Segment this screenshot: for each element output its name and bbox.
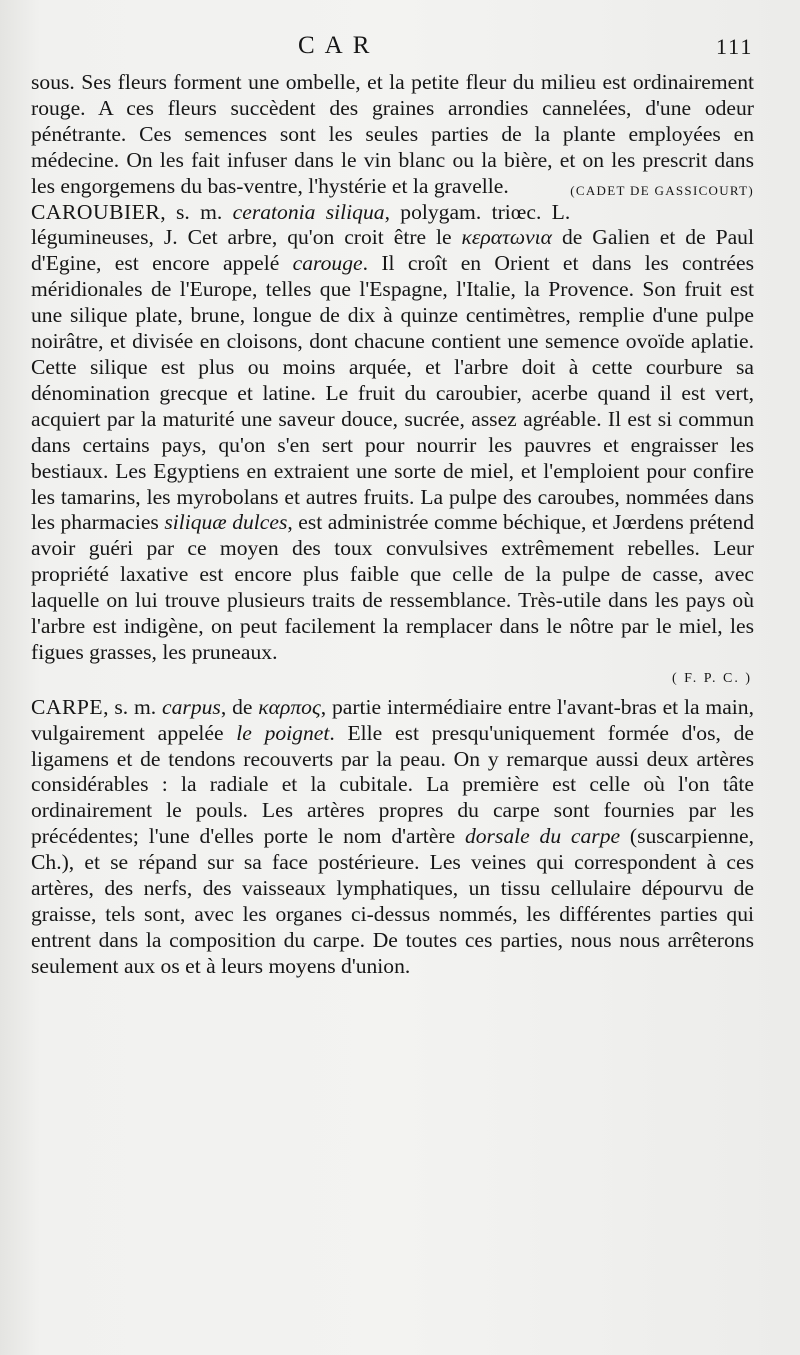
entry-text: , partie intermédiaire entre l'avant-bras et la main, vulgairement appelée [31,694,755,745]
body-text [31,70,754,980]
attribution: (CADET DE GASSICOURT) [570,182,754,198]
headword: CARPE [31,694,104,719]
continuation-text: sous. Ses fleurs forment une ombelle, et la petite fleur du milieu est ordinairement rouge. A ces fleurs succèdent des graines arrondies cannelées, d'une odeur pénétrante. Ces semences sont les seules parties de la plante employées en médecine. On les fait infuser dans le vin blanc ou la bière, et on les prescrit dans les engorgemens du bas-ventre, l'hystérie et la gravelle. [31,70,754,198]
page-header [0,32,800,66]
entry-text: , de [220,694,259,719]
latin-name: ceratonia siliqua [232,199,385,224]
entry-text: , s. m. [103,694,163,719]
entry-continuation [31,70,754,200]
greek-term: καρπος [258,694,321,719]
entry-text: , s. m. [160,199,233,224]
alternate-name: le poignet [236,720,330,745]
attribution: ( F. P. C. ) [671,670,752,686]
greek-term: κερατωνια [461,225,553,250]
page-number: 111 [716,34,754,59]
pharmacy-name: siliquæ dulces [164,510,288,535]
alternate-name: carouge [292,251,363,276]
entry-text: (suscarpienne, Ch.), et se répand sur sa face postérieure. Les veines qui correspondent à ces artères, des nerfs, des vaisseaux lymphatiques, un tissu cellulaire dépourvu de graisse, tels sont, avec les organes ci-dessus nommés, les différentes parties qui entrent dans la composition du carpe. De toutes ces parties, nous nous arrêterons seulement aux os et à leurs moyens d'union. [31,824,754,978]
entry-text: . Elle est presqu'uniquement formée d'os, de ligamens et de tendons recouverts par la peau. On y remarque aussi deux artères considérables : la radiale et la cubitale. La première est celle où l'on tâte ordinairement le pouls. Les artères propres du carpe sont fournies par les précédentes; l'une d'elles porte le nom d'artère [31,720,754,849]
entry-text: , est administrée comme béchique, et Jœrdens prétend avoir guéri par ce moyen des toux convulsives extrêmement rebelles. Leur propriété laxative est encore plus faible que celle de la pulpe de casse, avec laquelle on lui trouve plusieurs traits de ressemblance. Très-utile dans les pays où l'arbre est indigène, on peut facilement la remplacer dans le nôtre par le miel, les figues grasses, les pruneaux. [31,510,754,664]
entry-carpe [31,695,754,980]
artery-name: dorsale du carpe [464,824,621,849]
entry-caroubier [31,200,754,666]
running-head: CAR [298,32,380,59]
entry-text: de Galien et de Paul d'Egine, est encore appelé [31,225,754,276]
entry-text: , polygam. triœc. L. légumineuses, J. Cet arbre, qu'on croit être le [31,199,571,250]
entry-text: . Il croît en Orient et dans les contrées méridionales de l'Europe, telles que l'Espagne, l'Italie, la Provence. Son fruit est une silique plate, brune, longue de dix à quinze centimètres, remplie d'une pulpe noirâtre, et divisée en cloisons, dont chacune contient une semence ovoïde aplatie. Cette silique est plus ou moins arquée, et l'arbre doit à cette courbure sa dénomination grecque et latine. Le fruit du caroubier, acerbe quand il est vert, acquiert par la maturité une saveur douce, sucrée, assez agréable. Il est si commun dans certains pays, qu'on s'en sert pour nourrir les pauvres et engraisser les bestiaux. Les Egyptiens en extraient une sorte de miel, et l'emploient pour confire les tamarins, les myrobolans et autres fruits. La pulpe des caroubes, nommées dans les pharmacies [31,251,754,535]
latin-name: carpus [162,694,221,719]
headword: CAROUBIER [31,199,161,224]
